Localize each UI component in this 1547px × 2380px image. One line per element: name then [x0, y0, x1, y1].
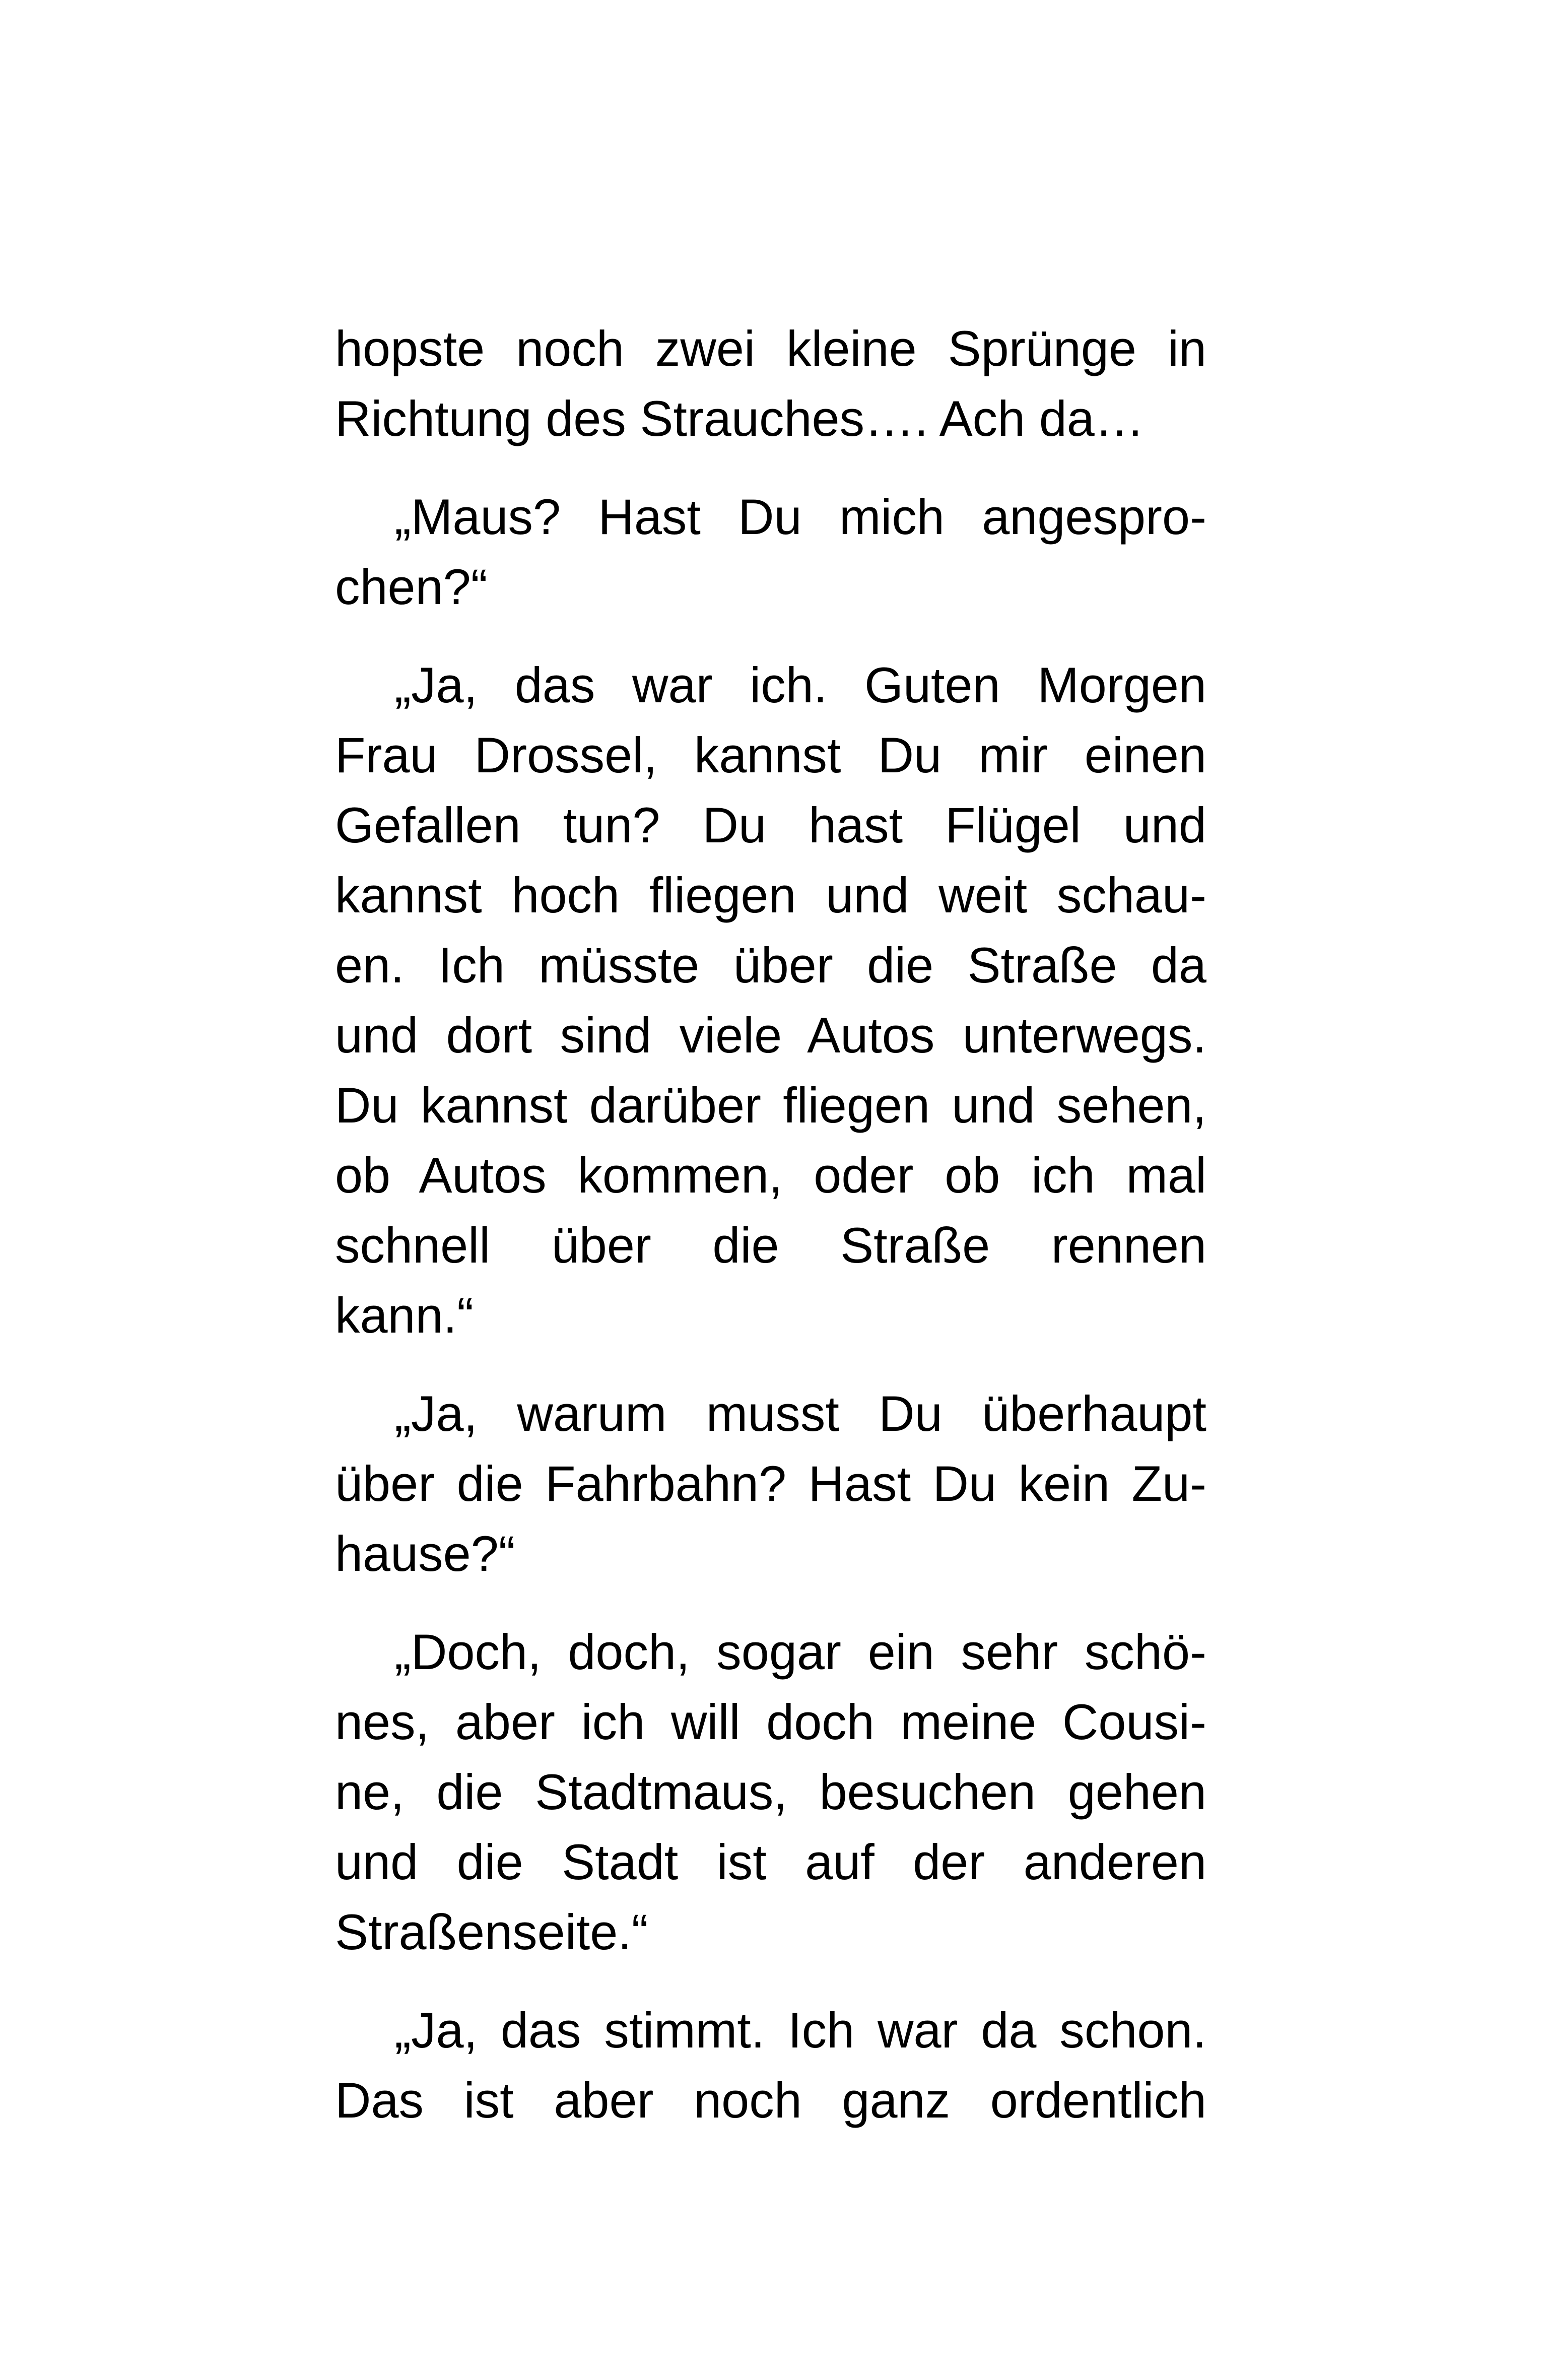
text-line: hopste noch zwei kleine Sprünge in [335, 320, 1206, 376]
text-line: ob Autos kommen, oder ob ich mal [335, 1147, 1206, 1203]
paragraph [335, 482, 1206, 622]
body-text [335, 313, 1206, 2135]
paragraph [335, 650, 1206, 1350]
text-line: „Maus? Hast Du mich angespro- [394, 489, 1206, 545]
text-line: und die Stadt ist auf der anderen [335, 1834, 1206, 1890]
paragraph [335, 313, 1206, 453]
text-line: ne, die Stadtmaus, besuchen gehen [335, 1764, 1206, 1820]
paragraph [335, 1617, 1206, 1967]
text-line: „Ja, das war ich. Guten Morgen [394, 657, 1206, 713]
text-line: Das ist aber noch ganz ordentlich [335, 2072, 1206, 2128]
text-line: schnell über die Straße rennen [335, 1217, 1206, 1273]
text-line: kann.“ [335, 1287, 474, 1343]
text-line: Du kannst darüber fliegen und sehen, [335, 1077, 1206, 1133]
text-line: chen?“ [335, 559, 488, 615]
text-line: „Ja, das stimmt. Ich war da schon. [394, 2002, 1206, 2058]
paragraph [335, 1378, 1206, 1589]
text-line: „Doch, doch, sogar ein sehr schö- [394, 1624, 1206, 1680]
text-line: „Ja, warum musst Du überhaupt [394, 1385, 1206, 1441]
text-line: und dort sind viele Autos unterwegs. [335, 1007, 1206, 1063]
text-line: Frau Drossel, kannst Du mir einen [335, 727, 1206, 783]
text-line: en. Ich müsste über die Straße da [335, 937, 1206, 993]
text-line: Gefallen tun? Du hast Flügel und [335, 797, 1206, 853]
text-line: Richtung des Strauches…. Ach da… [335, 390, 1145, 446]
text-line: Straßenseite.“ [335, 1904, 648, 1960]
paragraph [335, 1995, 1206, 2135]
text-line: hause?“ [335, 1526, 515, 1581]
text-line: über die Fahrbahn? Hast Du kein Zu- [335, 1456, 1206, 1511]
text-line: kannst hoch fliegen und weit schau- [335, 867, 1206, 923]
text-line: nes, aber ich will doch meine Cousi- [335, 1694, 1206, 1750]
